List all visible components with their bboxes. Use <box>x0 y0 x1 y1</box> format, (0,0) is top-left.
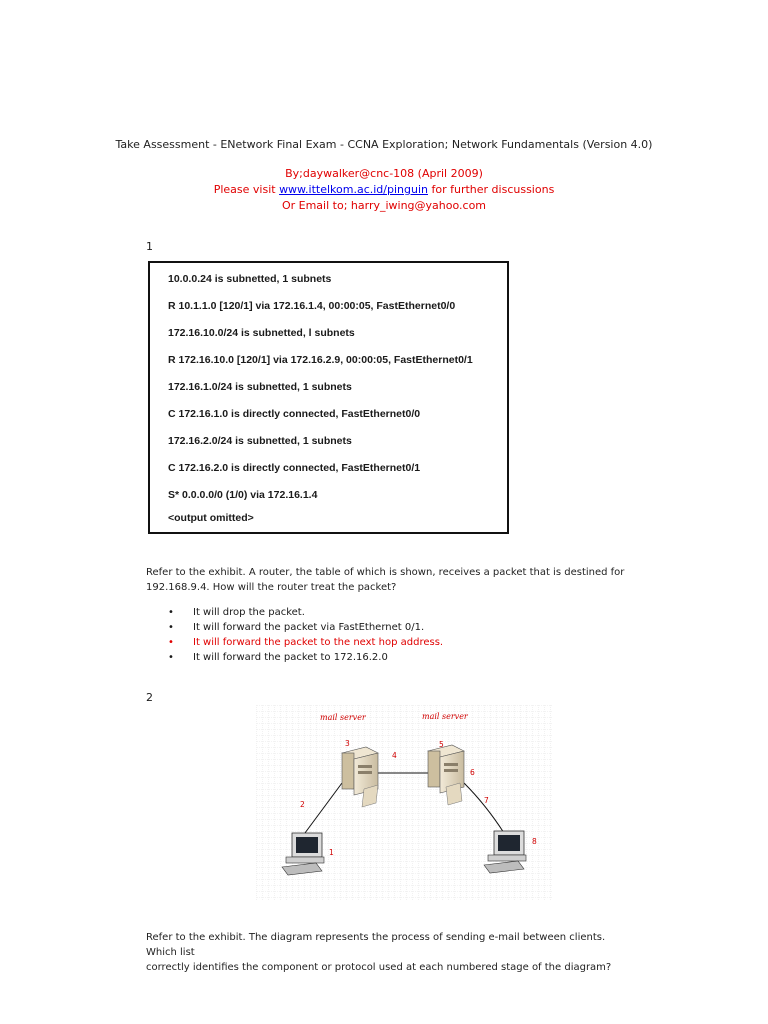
question-2-line-2: correctly identifies the component or protocol used at each numbered stage of the diagram? <box>146 962 612 973</box>
stage-number-1: 1 <box>329 848 334 857</box>
stage-number-8: 8 <box>532 837 537 846</box>
question-1-line-2: 192.168.9.4. How will the router treat the packet? <box>146 582 397 593</box>
routing-table-exhibit <box>148 261 509 534</box>
exhibit-line: R 172.16.10.0 [120/1] via 172.16.2.9, 00:00:05, FastEthernet0/1 <box>168 354 473 366</box>
answer-text: It will forward the packet to the next hop address. <box>193 637 444 648</box>
answer-option <box>168 620 443 635</box>
label-mail-server-right: mail server <box>422 712 468 721</box>
stage-number-6: 6 <box>470 768 475 777</box>
visit-suffix: for further discussions <box>428 183 555 196</box>
question-1-text <box>146 565 626 595</box>
answer-text: It will forward the packet to 172.16.2.0 <box>193 652 388 663</box>
email-line: Or Email to; harry_iwing@yahoo.com <box>281 199 487 212</box>
answer-option-correct <box>168 635 443 650</box>
answer-list <box>168 605 443 665</box>
stage-number-4: 4 <box>392 751 397 760</box>
question-2-text <box>146 930 626 975</box>
exhibit-line: R 10.1.1.0 [120/1] via 172.16.1.4, 00:00:05, FastEthernet0/0 <box>168 300 456 312</box>
exhibit-line: C 172.16.1.0 is directly connected, FastEthernet0/0 <box>168 408 421 420</box>
exhibit-line: 172.16.10.0/24 is subnetted, l subnets <box>168 327 355 339</box>
exhibit-line: S* 0.0.0.0/0 (1/0) via 172.16.1.4 <box>168 489 318 501</box>
exhibit-line: 10.0.0.24 is subnetted, 1 subnets <box>168 273 332 285</box>
visit-link[interactable]: www.ittelkom.ac.id/pinguin <box>279 183 428 196</box>
answer-option <box>168 605 443 620</box>
stage-number-5: 5 <box>439 740 444 749</box>
exhibit-line: C 172.16.2.0 is directly connected, FastEthernet0/1 <box>168 462 421 474</box>
bullet-icon: • <box>168 622 174 633</box>
visit-prefix: Please visit <box>213 183 280 196</box>
author-block <box>0 166 768 214</box>
visit-line <box>0 182 768 198</box>
bullet-icon: • <box>168 652 174 663</box>
author-line: By;daywalker@cnc-108 (April 2009) <box>285 167 483 180</box>
answer-option <box>168 650 443 665</box>
question-1-number: 1 <box>146 240 153 253</box>
stage-number-3: 3 <box>345 739 350 748</box>
email-network-diagram <box>256 705 552 900</box>
question-2-line-1: Refer to the exhibit. The diagram represents the process of sending e-mail between clients. Which list <box>146 932 606 958</box>
question-1-line-1: Refer to the exhibit. A router, the table of which is shown, receives a packet that is destined for <box>146 567 625 578</box>
question-2-number: 2 <box>146 691 153 704</box>
stage-number-7: 7 <box>484 796 489 805</box>
label-mail-server-left: mail server <box>320 713 366 722</box>
exhibit-line: <output omitted> <box>168 512 254 524</box>
page-title: Take Assessment - ENetwork Final Exam - CCNA Exploration; Network Fundamentals (Version 4.0) <box>115 138 653 151</box>
stage-number-2: 2 <box>300 800 305 809</box>
exhibit-line: 172.16.1.0/24 is subnetted, 1 subnets <box>168 381 352 393</box>
exhibit-line: 172.16.2.0/24 is subnetted, 1 subnets <box>168 435 352 447</box>
answer-text: It will forward the packet via FastEthernet 0/1. <box>193 622 425 633</box>
bullet-icon: • <box>168 607 174 618</box>
bullet-icon: • <box>168 637 174 648</box>
answer-text: It will drop the packet. <box>193 607 305 618</box>
